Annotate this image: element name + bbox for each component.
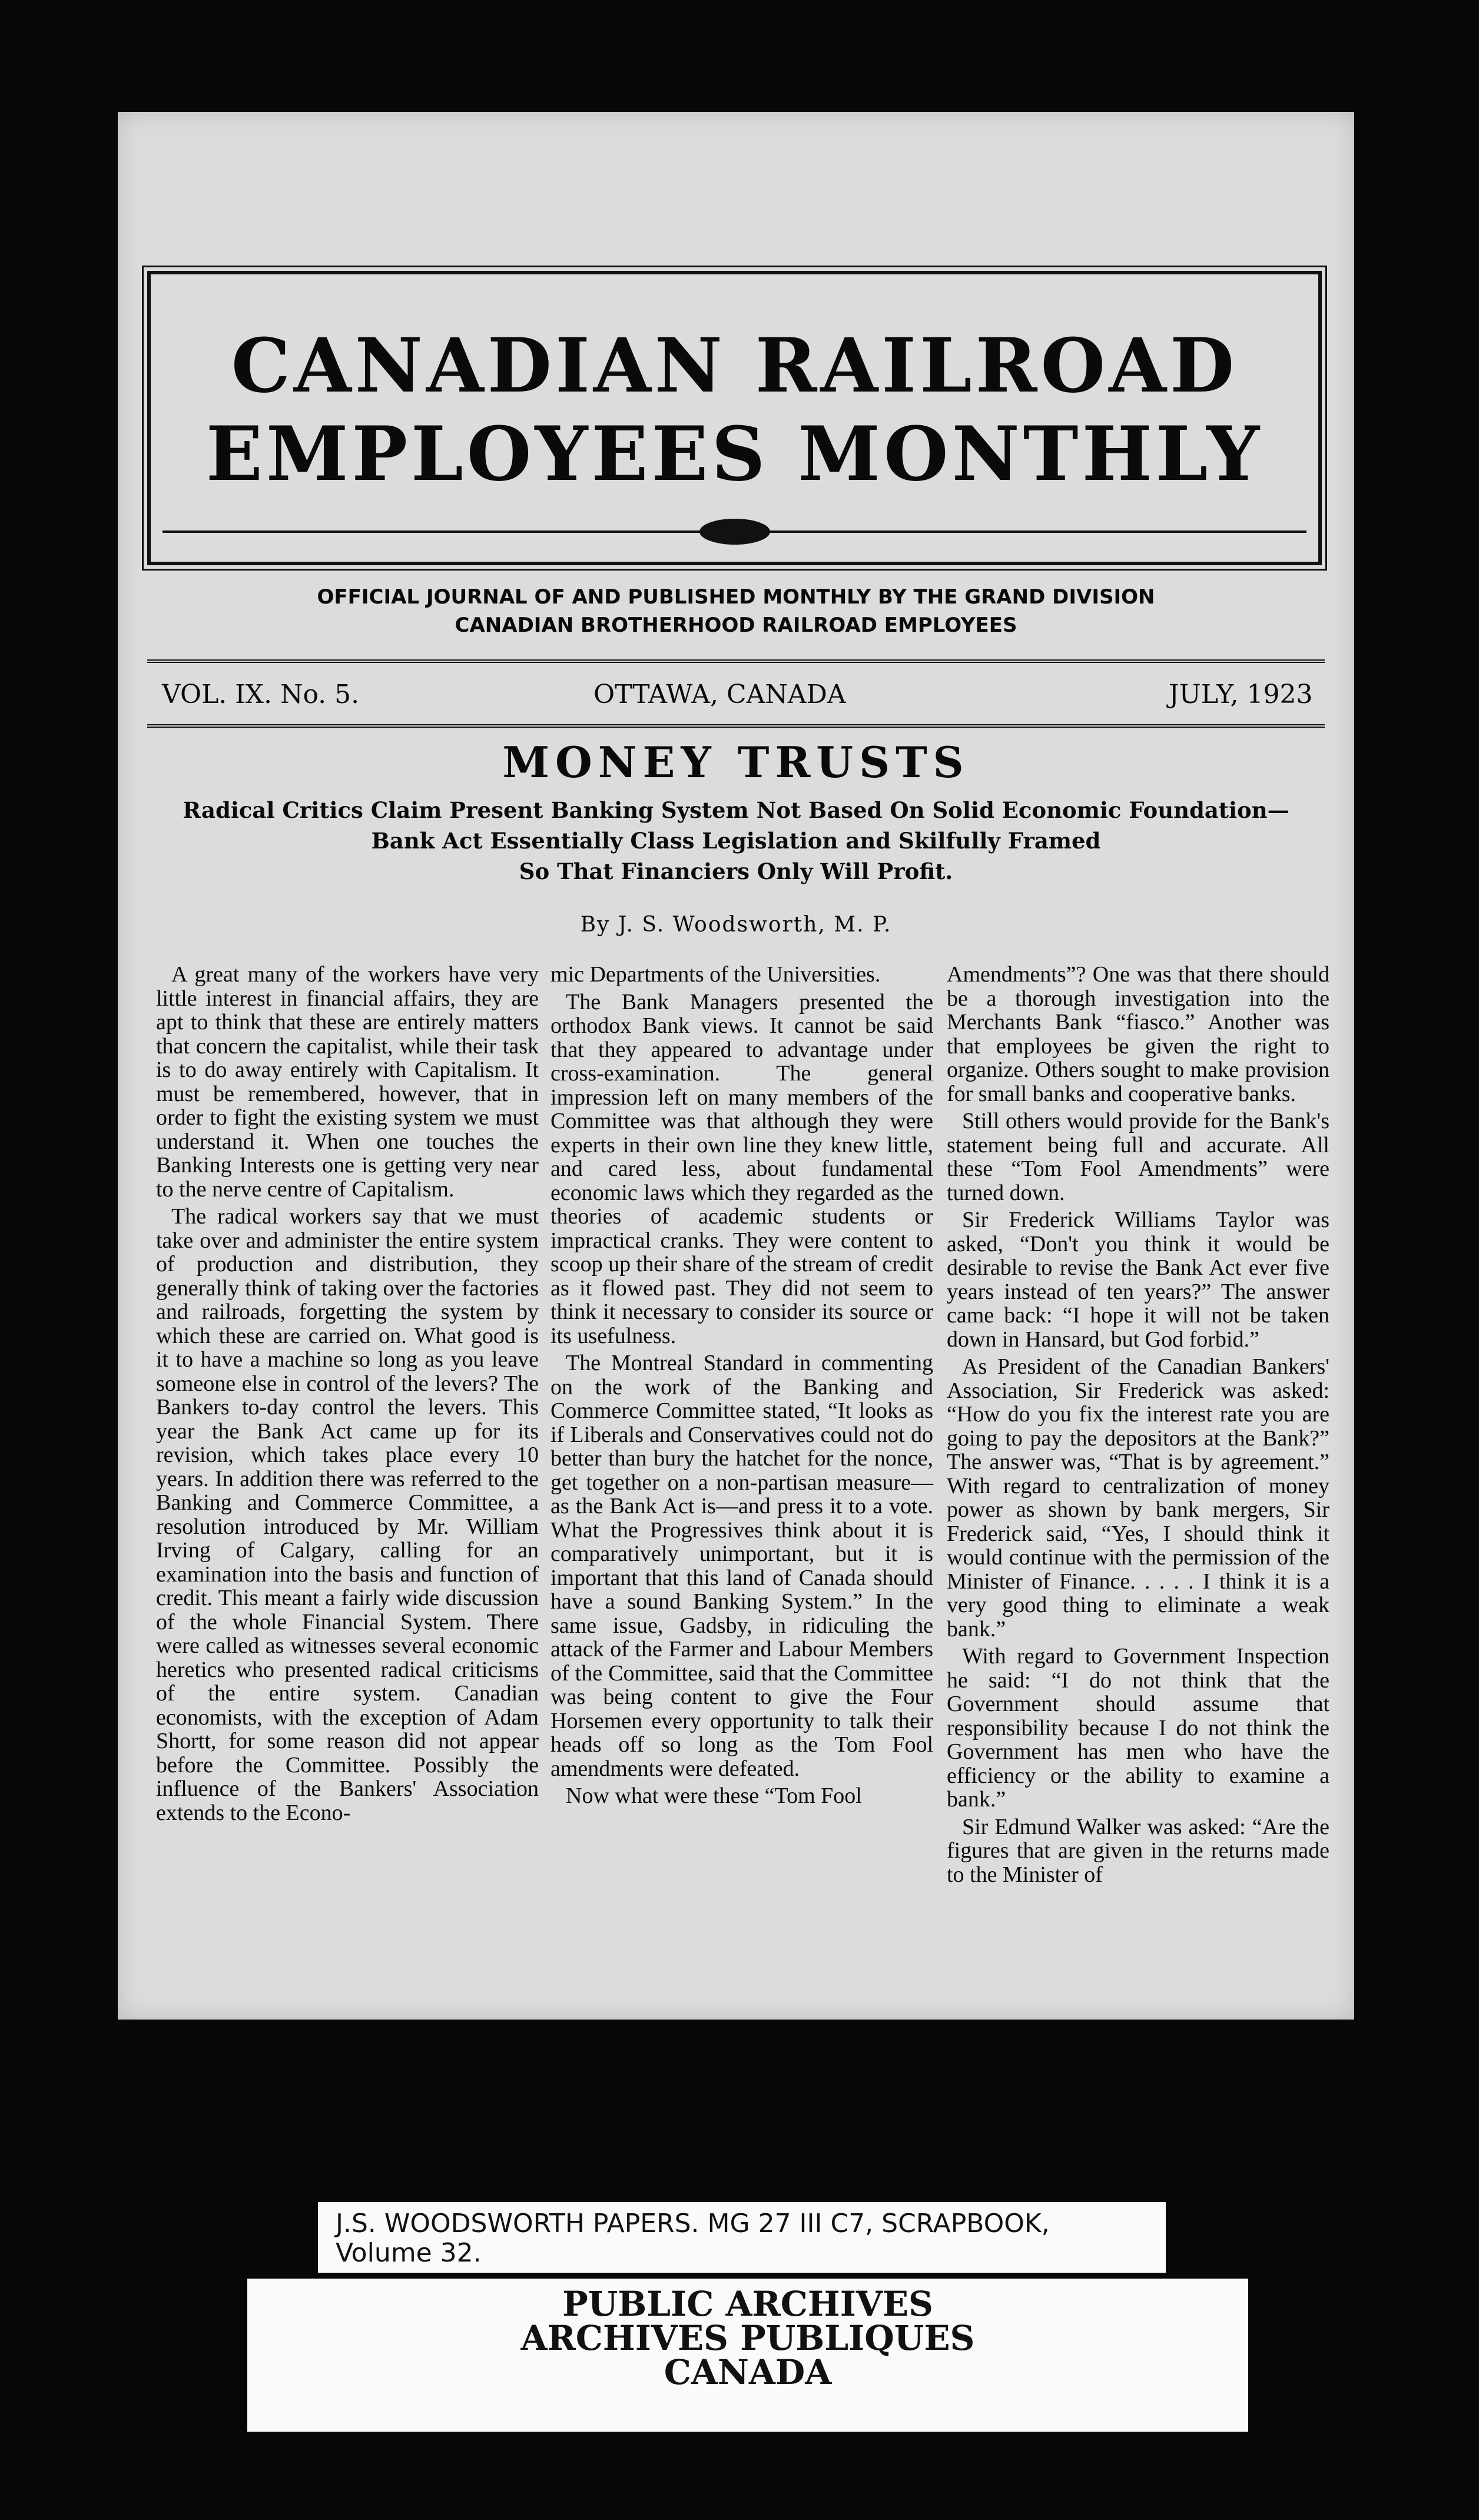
place-of-publication: OTTAWA, CANADA bbox=[593, 679, 846, 709]
deck-line-2: Bank Act Essentially Class Legislation and Skilfully Framed bbox=[371, 828, 1101, 854]
deck-line-3: So That Financiers Only Will Profit. bbox=[519, 858, 953, 884]
text-column-2 bbox=[551, 963, 933, 1812]
archive-stamp-line-3: CANADA bbox=[664, 2352, 832, 2392]
archive-stamp-line-1: PUBLIC ARCHIVES bbox=[562, 2284, 933, 2324]
paragraph: As President of the Canadian Bankers' Association, Sir Frederick was asked: “How do you fix the interest rate you are going to pay the depositors at the Bank?” The answer was, “That is by agreement.” With regard to centralization of money power as shown by bank mergers, Sir Frederick said, “Yes, I should think it would continue with the permission of the Minister of Finance. . . . . I think it is a very good thing to eliminate a weak bank.” bbox=[947, 1354, 1329, 1642]
paragraph: The Bank Managers presented the orthodox Bank views. It cannot be said that they appeared to advantage under cross-examination. The general impression left on many members of the Committee was that although they were experts in their own line they knew little, and cared less, about fundamental economic laws which they regarded as the theories of academic students or impractical cranks. They were content to scoop up their share of the stream of credit as it flowed past. They did not seem to think it necessary to consider its source or its usefulness. bbox=[551, 989, 933, 1348]
archive-label bbox=[318, 2202, 1166, 2273]
rule-top bbox=[147, 659, 1325, 663]
archive-label-line-1: J.S. WOODSWORTH PAPERS. MG 27 III C7, SCRAPBOOK, bbox=[336, 2209, 1050, 2239]
volume-number: VOL. IX. No. 5. bbox=[162, 679, 360, 709]
paragraph: Sir Edmund Walker was asked: “Are the figures that are given in the returns made to the Minister of bbox=[947, 1814, 1329, 1887]
archive-stamp-line-2: ARCHIVES PUBLIQUES bbox=[520, 2318, 975, 2358]
archive-label-line-2: Volume 32. bbox=[336, 2238, 482, 2268]
paragraph: Still others would provide for the Bank's statement being full and accurate. All these “Tom Fool Amendments” were turned down. bbox=[947, 1109, 1329, 1205]
official-line-2: CANADIAN BROTHERHOOD RAILROAD EMPLOYEES bbox=[455, 614, 1017, 637]
paragraph: A great many of the workers have very little interest in financial affairs, they are apt to think that these are entirely matters that concern the capitalist, while their task is to do away entirely with Capitalism. It must be remembered, however, that in order to fight the existing system we must understand it. When one touches the Banking Interests one is getting very near to the nerve centre of Capitalism. bbox=[156, 962, 539, 1202]
paragraph: The radical workers say that we must take over and administer the entire system of production and distribution, they generally think of taking over the factories and railroads, forgetting the system by which these are carried on. What good is it to have a machine so long as you leave someone else in control of the levers? The Bankers to-day control the levers. This year the Bank Act came up for its revision, which takes place every 10 years. In addition there was referred to the Banking and Commerce Committee, a resolution introduced by Mr. William Irving of Calgary, calling for an examination into the basis and function of credit. This meant a fairly wide discussion of the whole Financial System. There were called as witnesses several economic heretics who presented radical criticisms of the entire system. Canadian economists, with the exception of Adam Shortt, for some reason did not appear before the Committee. Possibly the influence of the Bankers' Association extends to the Econo- bbox=[156, 1204, 539, 1825]
archive-stamp bbox=[247, 2279, 1248, 2432]
deck-line-1: Radical Critics Claim Present Banking System Not Based On Solid Economic Foundation— bbox=[183, 797, 1289, 823]
paragraph: Amendments”? One was that there should be a thorough investigation into the Merchants Bank “fiasco.” Another was that employees be given the right to organize. Others sought to make provision for small banks and cooperative banks. bbox=[947, 962, 1329, 1106]
paragraph: Now what were these “Tom Fool bbox=[566, 1783, 862, 1808]
article-headline: MONEY TRUSTS bbox=[502, 737, 970, 787]
article-byline: By J. S. Woodsworth, M. P. bbox=[580, 913, 892, 937]
ornament-icon bbox=[699, 519, 770, 545]
masthead-title-line-1: CANADIAN RAILROAD bbox=[231, 322, 1238, 409]
rule-bottom bbox=[147, 724, 1325, 728]
masthead-title-line-2: EMPLOYEES MONTHLY bbox=[205, 410, 1264, 498]
text-column-1 bbox=[156, 963, 539, 1828]
official-line-1: OFFICIAL JOURNAL OF AND PUBLISHED MONTHLY BY THE GRAND DIVISION bbox=[317, 585, 1155, 609]
paragraph: The Montreal Standard in commenting on the work of the Banking and Commerce Committee stated, “It looks as if Liberals and Conservatives could not do better than bury the hatchet for the nonce, get together on a non-partisan measure—as the Bank Act is—and press it to a vote. What the Progressives think about it is comparatively unimportant, but it is important that this land of Canada should have a sound Banking System.” In the same issue, Gadsby, in ridiculing the attack of the Farmer and Labour Members of the Committee, said that the Committee was being content to give the Four Horsemen every opportunity to talk their heads off so long as the Tom Fool amendments were defeated. bbox=[551, 1351, 933, 1781]
newspaper-clipping bbox=[118, 112, 1354, 2020]
text-column-3 bbox=[947, 963, 1329, 1890]
paragraph: With regard to Government Inspection he said: “I do not think that the Government should assume that responsibility because I do not think the Government has men who have the efficiency or the ability to examine a bank.” bbox=[947, 1644, 1329, 1812]
issue-date: JULY, 1923 bbox=[1169, 679, 1313, 709]
paragraph: Sir Frederick Williams Taylor was asked, “Don't you think it would be desirable to revise the Bank Act ever five years instead of ten years?” The answer came back: “I hope it will not be taken down in Hansard, but God forbid.” bbox=[947, 1208, 1329, 1352]
paragraph: mic Departments of the Universities. bbox=[551, 962, 881, 987]
masthead-box bbox=[147, 271, 1322, 565]
